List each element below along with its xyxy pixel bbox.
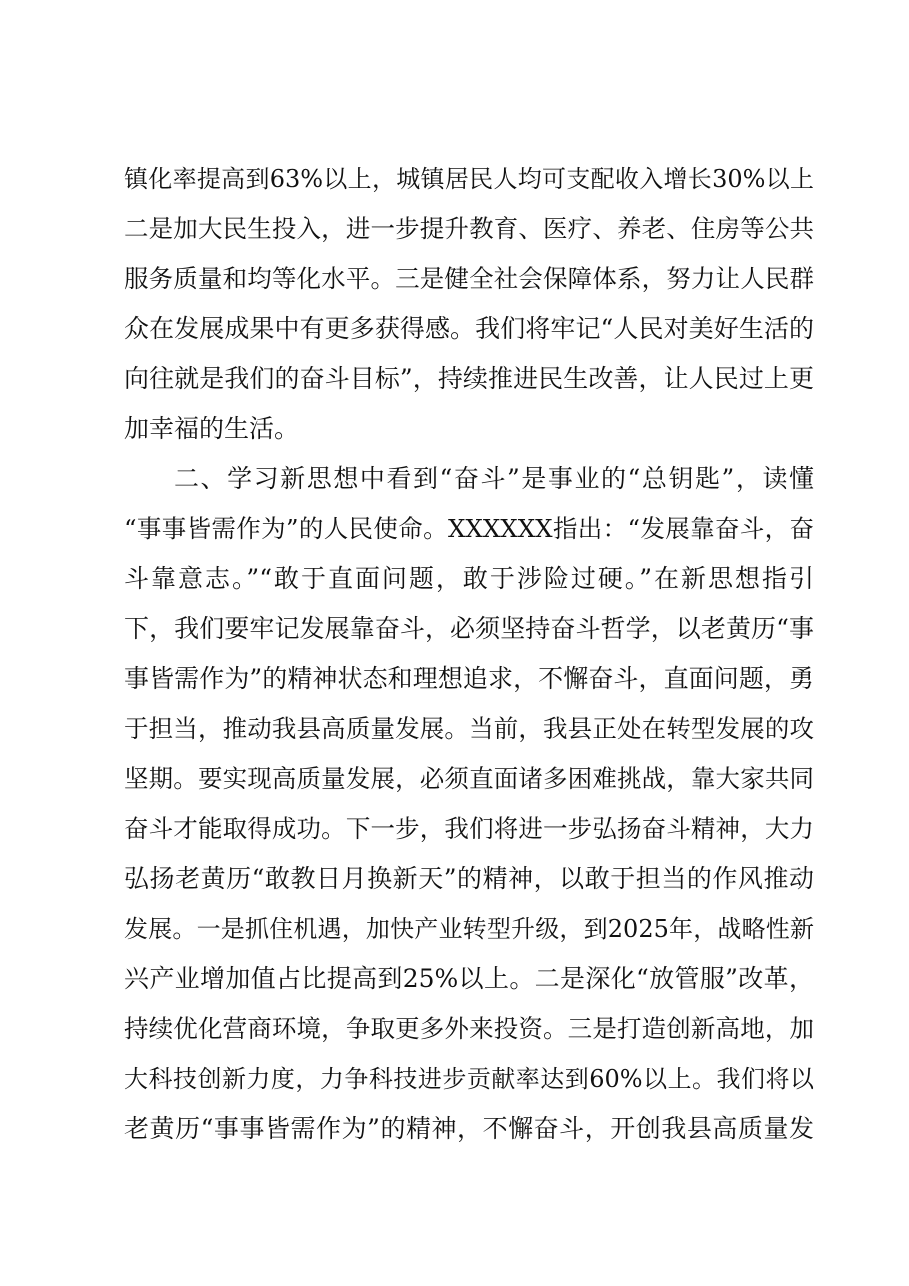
text-line: 弘扬老黄历“敢教日月换新天”的精神，以敢于担当的作风推动: [124, 864, 814, 893]
text-line: 发展。一是抓住机遇，加快产业转型升级，到2025年，战略性新: [124, 915, 814, 943]
text-line: 兴产业增加值占比提高到25%以上。二是深化“放管服”改革，: [124, 964, 814, 993]
text-line: 二、学习新思想中看到“奋斗”是事业的“总钥匙”，读懂: [174, 464, 814, 493]
text-line: 二是加大民生投入，进一步提升教育、医疗、养老、住房等公共: [124, 214, 814, 243]
text-line: 奋斗才能取得成功。下一步，我们将进一步弘扬奋斗精神，大力: [124, 814, 814, 843]
text-line: 老黄历“事事皆需作为”的精神，不懈奋斗，开创我县高质量发: [124, 1114, 814, 1143]
text-line: 于担当，推动我县高质量发展。当前，我县正处在转型发展的攻: [124, 714, 814, 743]
text-line: 众在发展成果中有更多获得感。我们将牢记“人民对美好生活的: [124, 314, 814, 343]
text-line: 下，我们要牢记发展靠奋斗，必须坚持奋斗哲学，以老黄历“事: [124, 614, 814, 643]
text-line: 斗靠意志。”“敢于直面问题，敢于涉险过硬。”在新思想指引: [124, 564, 814, 593]
text-line: 镇化率提高到63%以上，城镇居民人均可支配收入增长30%以上: [124, 165, 814, 193]
text-line: 加幸福的生活。: [124, 414, 300, 443]
text-line: 向往就是我们的奋斗目标”，持续推进民生改善，让人民过上更: [124, 364, 814, 393]
text-line: 持续优化营商环境，争取更多外来投资。三是打造创新高地，加: [124, 1014, 814, 1043]
text-line: “事事皆需作为”的人民使命。XXXXXX指出：“发展靠奋斗，奋: [124, 514, 814, 543]
paragraph-1: [124, 154, 814, 454]
text-line: 大科技创新力度，力争科技进步贡献率达到60%以上。我们将以: [124, 1065, 814, 1093]
text-line: 坚期。要实现高质量发展，必须直面诸多困难挑战，靠大家共同: [124, 764, 814, 793]
text-line: 事皆需作为”的精神状态和理想追求，不懈奋斗，直面问题，勇: [124, 664, 814, 693]
text-line: 服务质量和均等化水平。三是健全社会保障体系，努力让人民群: [124, 264, 814, 293]
paragraph-2: [124, 454, 814, 1154]
